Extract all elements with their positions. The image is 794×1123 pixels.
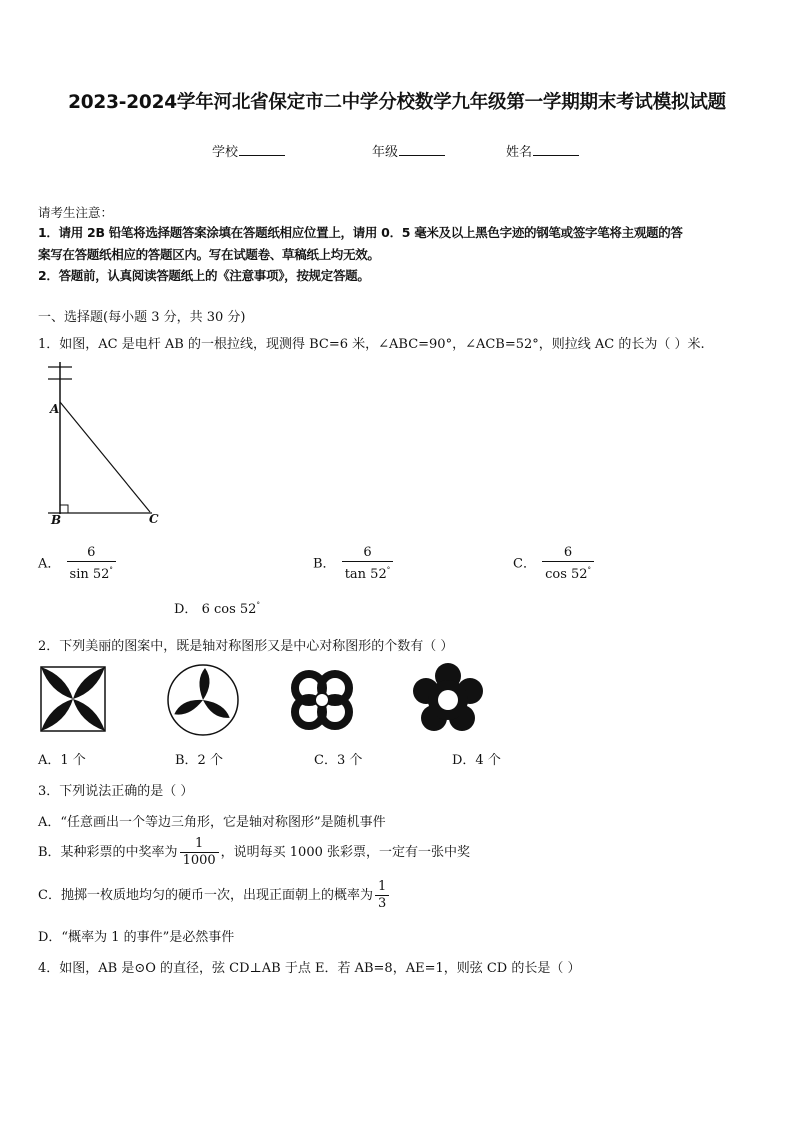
option-c-fraction bbox=[375, 879, 389, 912]
option-b-denominator: 1000 bbox=[180, 852, 219, 869]
page-title: 2023-2024学年河北省保定市二中学分校数学九年级第一学期期末考试模拟试题 bbox=[68, 92, 726, 113]
option-b-numerator: 6 bbox=[363, 545, 372, 560]
pattern-interlocking-rings bbox=[285, 664, 359, 736]
question-1-figure bbox=[40, 362, 170, 532]
question-2-option-c[interactable]: C．3 个 bbox=[314, 753, 363, 768]
notice-item-2: 2．答题前，认真阅读答题纸上的《注意事项》，按规定答题。 bbox=[38, 268, 370, 283]
pattern-square-petals bbox=[40, 666, 106, 732]
option-b-suffix: ，说明每买 1000 张彩票，一定有一张中奖 bbox=[220, 845, 471, 860]
grade-field bbox=[372, 141, 445, 160]
option-b-prefix: B．某种彩票的中奖率为 bbox=[38, 845, 178, 860]
option-b-numerator: 1 bbox=[194, 836, 204, 851]
name-label: 姓名 bbox=[506, 145, 533, 160]
option-d-letter: D． bbox=[174, 602, 198, 617]
question-1-option-c[interactable] bbox=[513, 545, 596, 583]
school-field bbox=[212, 141, 285, 160]
name-field bbox=[506, 141, 579, 160]
right-angle-mark bbox=[60, 505, 68, 513]
point-a-label: A bbox=[50, 402, 60, 416]
option-b-letter: B． bbox=[313, 556, 336, 572]
question-4-stem: 4．如图，AB 是⊙O 的直径，弦 CD⊥AB 于点 E．若 AB=8，AE=1，则弦 CD 的长是（ ） bbox=[38, 961, 581, 976]
question-3-option-c[interactable] bbox=[38, 879, 391, 912]
question-2-option-a[interactable]: A．1 个 bbox=[38, 753, 86, 768]
question-3-option-a[interactable]: A．“任意画出一个等边三角形，它是轴对称图形”是随机事件 bbox=[38, 815, 386, 830]
question-3-option-b[interactable] bbox=[38, 836, 470, 869]
option-c-numerator: 6 bbox=[563, 545, 573, 560]
option-c-prefix: C．抛掷一枚质地均匀的硬币一次，出现正面朝上的概率为 bbox=[38, 888, 373, 903]
option-b-fraction bbox=[342, 545, 394, 583]
notice-title: 请考生注意： bbox=[38, 205, 114, 220]
section-heading: 一、选择题(每小题 3 分，共 30 分) bbox=[38, 310, 246, 325]
notice-item-1-line-1: 1．请用 2B 铅笔将选择题答案涂填在答题纸相应位置上，请用 0．5 毫米及以上黑色字迹的钢笔或签字笔将主观题的答 bbox=[38, 225, 683, 240]
question-1-option-b[interactable] bbox=[313, 545, 395, 583]
pattern-circle-three-blades bbox=[166, 663, 240, 737]
question-2-option-d[interactable]: D．4 个 bbox=[452, 753, 501, 768]
question-3-option-d[interactable]: D．“概率为 1 的事件”是必然事件 bbox=[38, 930, 235, 945]
question-2-stem: 2．下列美丽的图案中，既是轴对称图形又是中心对称图形的个数有（ ） bbox=[38, 639, 454, 654]
option-c-fraction bbox=[542, 545, 594, 583]
question-1-option-d[interactable] bbox=[174, 598, 260, 617]
option-c-denominator: cos 52 bbox=[545, 567, 588, 582]
question-2-option-b[interactable]: B．2 个 bbox=[175, 753, 223, 768]
option-b-denominator: tan 52 bbox=[344, 567, 387, 582]
degree-sign: ° bbox=[109, 566, 113, 574]
school-label: 学校 bbox=[212, 145, 239, 160]
name-blank bbox=[533, 143, 579, 156]
question-1-stem: 1．如图，AC 是电杆 AB 的一根拉线，现测得 BC=6 米，∠ABC=90°，∠ACB=52°，则拉线 AC 的长为（ ）米. bbox=[38, 337, 705, 352]
option-a-fraction bbox=[67, 545, 116, 583]
grade-blank bbox=[399, 143, 445, 156]
option-a-letter: A． bbox=[38, 556, 61, 572]
degree-sign: ° bbox=[256, 601, 260, 609]
option-c-denominator: 3 bbox=[375, 895, 389, 912]
degree-sign: ° bbox=[587, 566, 592, 574]
guy-wire-ac bbox=[60, 402, 150, 512]
option-c-numerator: 1 bbox=[377, 879, 387, 894]
option-c-letter: C． bbox=[513, 556, 536, 572]
option-d-text: 6 cos 52 bbox=[201, 602, 257, 617]
point-c-label: C bbox=[149, 512, 159, 526]
option-a-numerator: 6 bbox=[87, 545, 96, 560]
grade-label: 年级 bbox=[372, 145, 399, 160]
school-blank bbox=[239, 143, 285, 156]
notice-item-1-line-2: 案写在答题纸相应的答题区内。写在试题卷、草稿纸上均无效。 bbox=[38, 247, 380, 262]
pattern-flower bbox=[410, 662, 486, 738]
flower-center bbox=[438, 690, 458, 710]
option-b-fraction bbox=[180, 836, 219, 869]
degree-sign: ° bbox=[386, 566, 391, 574]
option-a-denominator: sin 52 bbox=[69, 567, 110, 582]
question-3-stem: 3．下列说法正确的是（ ） bbox=[38, 784, 194, 799]
question-1-option-a[interactable] bbox=[38, 545, 118, 583]
point-b-label: B bbox=[51, 513, 62, 527]
